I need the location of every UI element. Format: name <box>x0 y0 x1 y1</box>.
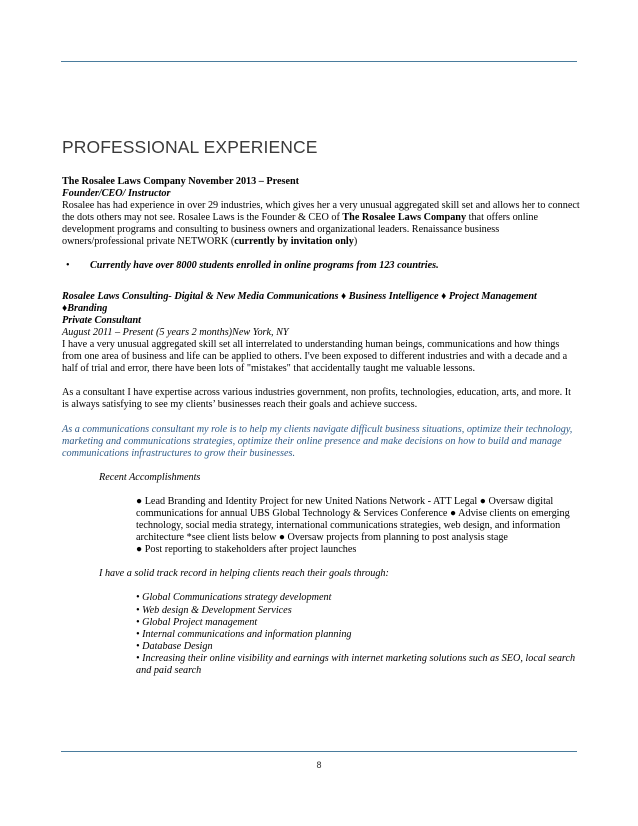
accomplishments-paragraph: ● Lead Branding and Identity Project for new United Nations Network - ATT Legal ● Oversaw digital communications for annual UBS Global Technology & Services Conference ● Advise clients on emerging technology, social media strategy, international communications strategies, web design, and information architecture *see client lists below ● Oversaw projects from planning to post analysis stage <box>136 495 570 544</box>
service-item: • Web design & Development Services <box>136 604 292 616</box>
job1-role: Founder/CEO/ Instructor <box>62 188 171 200</box>
job2-paragraph-1: I have a very unusual aggregated skill set all interrelated to understanding human beings, communications and how things from one area of business and life can be applied to others. I've been exposed to different industries and with a decade and a half of trial and error, there have been lots of "mistakes" that accidentally taught me valuable lessons. <box>62 339 568 375</box>
job2-title-line: Rosalee Laws Consulting- Digital & New Media Communications ♦ Business Intelligence ♦ Project Management ♦Branding <box>62 290 537 314</box>
section-title: PROFESSIONAL EXPERIENCE <box>62 137 318 157</box>
company-name-bold: The Rosalee Laws Company <box>342 212 467 224</box>
document-body <box>62 137 580 677</box>
header-rule <box>61 61 577 62</box>
service-item: • Internal communications and information planning <box>136 628 352 640</box>
job2-role: Private Consultant <box>62 314 141 326</box>
service-item: • Global Communications strategy development <box>136 592 332 604</box>
job1-description: Rosalee has had experience in over 29 industries, which gives her a very unusual aggregated skill set and allows her to connect the dots others may not see. Rosalee Laws is the Founder & CEO of The Rosalee Laws Company that offers online development programs and consulting to business owners and organizational leaders. Renaissance business owners/professional private NETWORK (currently by invitation only) <box>62 200 580 248</box>
job1-company-line: The Rosalee Laws Company November 2013 – Present <box>62 176 300 187</box>
page-number: 8 <box>316 760 322 770</box>
footer-rule <box>61 751 577 752</box>
job1-bullet <box>62 260 580 272</box>
bullet-dot: • <box>66 259 70 271</box>
accomplishments-line-2: ● Post reporting to stakeholders after project launches <box>136 544 357 556</box>
invitation-bold: currently by invitation only <box>234 236 354 248</box>
track-record-line: I have a solid track record in helping clients reach their goals through: <box>99 568 389 580</box>
job2-dates: August 2011 – Present (5 years 2 months)New York, NY <box>62 326 289 338</box>
job2-paragraph-2: As a consultant I have expertise across various industries government, non profits, technologies, education, arts, and more. It is always satisfying to see my clients’ businesses reach their goals and achieve success. <box>62 387 571 411</box>
service-item: • Global Project management <box>136 616 258 628</box>
service-item: • Database Design <box>136 640 213 652</box>
job2-paragraph-3: As a communications consultant my role is to help my clients navigate difficult business situations, optimize their technology, marketing and communications strategies, optimize their online presence and make decisions on how to build and manage communications infrastructures to grow their businesses. <box>62 423 573 459</box>
recent-accomplishments-heading: Recent Accomplishments <box>99 471 201 483</box>
service-item: • Increasing their online visibility and earnings with internet marketing solutions such as SEO, local search and paid search <box>136 652 576 676</box>
job1-bullet-text: Currently have over 8000 students enrolled in online programs from 123 countries. <box>90 259 439 271</box>
